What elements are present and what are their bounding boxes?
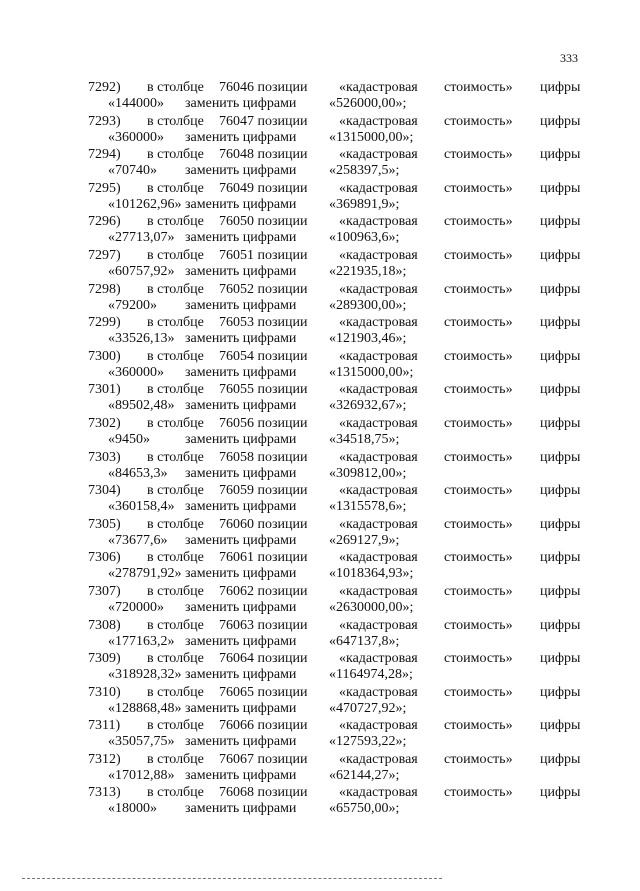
replace-label: заменить цифрами — [185, 196, 297, 212]
digits-label: цифры — [540, 718, 581, 734]
amendment-item — [0, 415, 640, 449]
amendment-item — [0, 146, 640, 180]
digits-label: цифры — [540, 550, 581, 566]
digits-label: цифры — [540, 315, 581, 331]
item-number: 7312) — [88, 751, 121, 767]
replace-label: заменить цифрами — [185, 767, 297, 783]
cadastral-label: «кадастровая — [339, 415, 418, 431]
amendment-line-2 — [0, 431, 640, 448]
amendment-item — [0, 717, 640, 751]
position-ref: 76046 позиции — [219, 80, 308, 95]
amendment-line-2 — [0, 733, 640, 750]
new-value: «1018364,93»; — [329, 566, 414, 582]
amendment-item — [0, 381, 640, 415]
old-value: «73677,6» — [108, 532, 168, 548]
position-ref: 76054 позиции — [219, 348, 308, 364]
cost-label: стоимость» — [444, 180, 513, 196]
item-number: 7300) — [88, 348, 121, 364]
cost-label: стоимость» — [444, 449, 513, 465]
item-number: 7311) — [88, 718, 121, 734]
amendment-line-2 — [0, 666, 640, 683]
new-value: «127593,22»; — [329, 734, 407, 750]
in-column-label: в столбце — [147, 214, 204, 230]
item-number: 7294) — [88, 147, 121, 163]
amendment-line-2 — [0, 397, 640, 414]
new-value: «258397,5»; — [329, 163, 400, 179]
item-number: 7313) — [88, 785, 121, 801]
amendment-item — [0, 449, 640, 483]
new-value: «62144,27»; — [329, 767, 400, 783]
amendment-item — [0, 247, 640, 281]
amendment-line-1 — [0, 617, 640, 634]
amendment-line-1 — [0, 549, 640, 566]
digits-label: цифры — [540, 449, 581, 465]
amendment-line-2 — [0, 229, 640, 246]
in-column-label: в столбце — [147, 684, 204, 700]
old-value: «128868,48» — [108, 700, 182, 716]
amendment-item — [0, 650, 640, 684]
replace-label: заменить цифрами — [185, 297, 297, 313]
cost-label: стоимость» — [444, 247, 513, 263]
replace-label: заменить цифрами — [185, 263, 297, 279]
old-value: «18000» — [108, 801, 157, 817]
amendment-item — [0, 516, 640, 550]
position-ref: 76068 позиции — [219, 785, 308, 801]
cost-label: стоимость» — [444, 516, 513, 532]
item-number: 7296) — [88, 214, 121, 230]
in-column-label: в столбце — [147, 617, 204, 633]
cadastral-label: «кадастровая — [339, 651, 418, 667]
replace-label: заменить цифрами — [185, 566, 297, 582]
amendment-line-2 — [0, 263, 640, 280]
position-ref: 76048 позиции — [219, 147, 308, 163]
new-value: «647137,8»; — [329, 633, 400, 649]
item-number: 7306) — [88, 550, 121, 566]
in-column-label: в столбце — [147, 348, 204, 364]
amendment-line-2 — [0, 297, 640, 314]
position-ref: 76055 позиции — [219, 382, 308, 398]
item-number: 7292) — [88, 80, 121, 95]
amendment-line-1 — [0, 684, 640, 701]
position-ref: 76051 позиции — [219, 247, 308, 263]
amendment-item — [0, 281, 640, 315]
replace-label: заменить цифрами — [185, 129, 297, 145]
digits-label: цифры — [540, 214, 581, 230]
amendment-line-1 — [0, 784, 640, 801]
digits-label: цифры — [540, 651, 581, 667]
amendment-item — [0, 180, 640, 214]
amendment-item — [0, 113, 640, 147]
cadastral-label: «кадастровая — [339, 214, 418, 230]
cadastral-label: «кадастровая — [339, 180, 418, 196]
old-value: «84653,3» — [108, 465, 168, 481]
position-ref: 76060 позиции — [219, 516, 308, 532]
item-number: 7309) — [88, 651, 121, 667]
amendment-line-2 — [0, 95, 640, 112]
amendment-line-1 — [0, 113, 640, 130]
old-value: «17012,88» — [108, 767, 175, 783]
cadastral-label: «кадастровая — [339, 80, 418, 95]
new-value: «1164974,28»; — [329, 667, 413, 683]
cost-label: стоимость» — [444, 348, 513, 364]
cost-label: стоимость» — [444, 80, 513, 95]
digits-label: цифры — [540, 147, 581, 163]
cost-label: стоимость» — [444, 382, 513, 398]
replace-label: заменить цифрами — [185, 431, 297, 447]
digits-label: цифры — [540, 583, 581, 599]
cost-label: стоимость» — [444, 483, 513, 499]
amendment-line-2 — [0, 465, 640, 482]
amendment-line-1 — [0, 482, 640, 499]
old-value: «360000» — [108, 129, 164, 145]
old-value: «177163,2» — [108, 633, 175, 649]
amendment-line-2 — [0, 767, 640, 784]
in-column-label: в столбце — [147, 180, 204, 196]
new-value: «309812,00»; — [329, 465, 407, 481]
in-column-label: в столбце — [147, 550, 204, 566]
cost-label: стоимость» — [444, 281, 513, 297]
item-number: 7303) — [88, 449, 121, 465]
position-ref: 76056 позиции — [219, 415, 308, 431]
old-value: «278791,92» — [108, 566, 182, 582]
old-value: «79200» — [108, 297, 157, 313]
amendment-item — [0, 482, 640, 516]
new-value: «289300,00»; — [329, 297, 407, 313]
position-ref: 76059 позиции — [219, 483, 308, 499]
position-ref: 76064 позиции — [219, 651, 308, 667]
position-ref: 76066 позиции — [219, 718, 308, 734]
amendment-item — [0, 549, 640, 583]
cadastral-label: «кадастровая — [339, 348, 418, 364]
old-value: «360158,4» — [108, 499, 175, 515]
new-value: «269127,9»; — [329, 532, 400, 548]
replace-label: заменить цифрами — [185, 163, 297, 179]
in-column-label: в столбце — [147, 718, 204, 734]
new-value: «121903,46»; — [329, 331, 407, 347]
cost-label: стоимость» — [444, 785, 513, 801]
amendment-line-1 — [0, 281, 640, 298]
digits-label: цифры — [540, 785, 581, 801]
digits-label: цифры — [540, 281, 581, 297]
digits-label: цифры — [540, 617, 581, 633]
amendment-line-1 — [0, 449, 640, 466]
replace-label: заменить цифрами — [185, 230, 297, 246]
digits-label: цифры — [540, 483, 581, 499]
item-number: 7295) — [88, 180, 121, 196]
old-value: «70740» — [108, 163, 157, 179]
replace-label: заменить цифрами — [185, 364, 297, 380]
position-ref: 76049 позиции — [219, 180, 308, 196]
old-value: «360000» — [108, 364, 164, 380]
new-value: «526000,00»; — [329, 96, 407, 111]
amendment-line-2 — [0, 800, 640, 817]
cost-label: стоимость» — [444, 718, 513, 734]
replace-label: заменить цифрами — [185, 633, 297, 649]
new-value: «100963,6»; — [329, 230, 400, 246]
digits-label: цифры — [540, 113, 581, 129]
cost-label: стоимость» — [444, 550, 513, 566]
amendment-line-2 — [0, 129, 640, 146]
digits-label: цифры — [540, 415, 581, 431]
amendment-line-1 — [0, 751, 640, 768]
new-value: «326932,67»; — [329, 398, 407, 414]
amendment-line-1 — [0, 516, 640, 533]
position-ref: 76063 позиции — [219, 617, 308, 633]
position-ref: 76067 позиции — [219, 751, 308, 767]
cost-label: стоимость» — [444, 651, 513, 667]
replace-label: заменить цифрами — [185, 331, 297, 347]
cadastral-label: «кадастровая — [339, 550, 418, 566]
amendment-line-1 — [0, 717, 640, 734]
in-column-label: в столбце — [147, 80, 204, 95]
amendment-item — [0, 684, 640, 718]
amendment-line-2 — [0, 498, 640, 515]
cadastral-label: «кадастровая — [339, 516, 418, 532]
in-column-label: в столбце — [147, 483, 204, 499]
amendment-item — [0, 784, 640, 818]
replace-label: заменить цифрами — [185, 465, 297, 481]
cadastral-label: «кадастровая — [339, 617, 418, 633]
amendment-item — [0, 79, 640, 113]
amendment-line-2 — [0, 330, 640, 347]
amendment-item — [0, 348, 640, 382]
amendment-line-2 — [0, 532, 640, 549]
amendment-line-1 — [0, 415, 640, 432]
digits-label: цифры — [540, 80, 581, 95]
cadastral-label: «кадастровая — [339, 315, 418, 331]
cadastral-label: «кадастровая — [339, 483, 418, 499]
amendment-item — [0, 617, 640, 651]
cadastral-label: «кадастровая — [339, 247, 418, 263]
amendment-item — [0, 751, 640, 785]
cost-label: стоимость» — [444, 415, 513, 431]
cost-label: стоимость» — [444, 617, 513, 633]
replace-label: заменить цифрами — [185, 700, 297, 716]
replace-label: заменить цифрами — [185, 667, 297, 683]
in-column-label: в столбце — [147, 516, 204, 532]
footer-divider — [22, 878, 442, 879]
old-value: «89502,48» — [108, 398, 175, 414]
cadastral-label: «кадастровая — [339, 382, 418, 398]
new-value: «34518,75»; — [329, 431, 400, 447]
digits-label: цифры — [540, 516, 581, 532]
cadastral-label: «кадастровая — [339, 449, 418, 465]
amendment-line-1 — [0, 247, 640, 264]
digits-label: цифры — [540, 751, 581, 767]
in-column-label: в столбце — [147, 751, 204, 767]
new-value: «221935,18»; — [329, 263, 407, 279]
cadastral-label: «кадастровая — [339, 583, 418, 599]
new-value: «470727,92»; — [329, 700, 407, 716]
old-value: «101262,96» — [108, 196, 182, 212]
item-number: 7301) — [88, 382, 121, 398]
amendment-line-2 — [0, 565, 640, 582]
cadastral-label: «кадастровая — [339, 147, 418, 163]
in-column-label: в столбце — [147, 415, 204, 431]
replace-label: заменить цифрами — [185, 801, 297, 817]
item-number: 7297) — [88, 247, 121, 263]
item-number: 7308) — [88, 617, 121, 633]
in-column-label: в столбце — [147, 281, 204, 297]
item-number: 7310) — [88, 684, 121, 700]
amendment-line-2 — [0, 364, 640, 381]
in-column-label: в столбце — [147, 651, 204, 667]
cadastral-label: «кадастровая — [339, 751, 418, 767]
amendment-line-1 — [0, 213, 640, 230]
position-ref: 76047 позиции — [219, 113, 308, 129]
cadastral-label: «кадастровая — [339, 281, 418, 297]
amendment-item — [0, 583, 640, 617]
digits-label: цифры — [540, 247, 581, 263]
new-value: «2630000,00»; — [329, 599, 414, 615]
old-value: «318928,32» — [108, 667, 182, 683]
replace-label: заменить цифрами — [185, 734, 297, 750]
replace-label: заменить цифрами — [185, 96, 297, 111]
cost-label: стоимость» — [444, 147, 513, 163]
amendment-line-1 — [0, 146, 640, 163]
amendment-line-1 — [0, 348, 640, 365]
digits-label: цифры — [540, 684, 581, 700]
cost-label: стоимость» — [444, 583, 513, 599]
in-column-label: в столбце — [147, 315, 204, 331]
old-value: «33526,13» — [108, 331, 175, 347]
amendment-item — [0, 314, 640, 348]
in-column-label: в столбце — [147, 583, 204, 599]
new-value: «369891,9»; — [329, 196, 400, 212]
position-ref: 76058 позиции — [219, 449, 308, 465]
item-number: 7293) — [88, 113, 121, 129]
amendment-line-2 — [0, 599, 640, 616]
item-number: 7307) — [88, 583, 121, 599]
position-ref: 76052 позиции — [219, 281, 308, 297]
in-column-label: в столбце — [147, 382, 204, 398]
item-number: 7302) — [88, 415, 121, 431]
item-number: 7304) — [88, 483, 121, 499]
position-ref: 76062 позиции — [219, 583, 308, 599]
cost-label: стоимость» — [444, 751, 513, 767]
amendment-line-2 — [0, 196, 640, 213]
amendment-line-2 — [0, 633, 640, 650]
position-ref: 76053 позиции — [219, 315, 308, 331]
amendment-line-2 — [0, 162, 640, 179]
cadastral-label: «кадастровая — [339, 684, 418, 700]
in-column-label: в столбце — [147, 147, 204, 163]
cost-label: стоимость» — [444, 315, 513, 331]
amendment-line-1 — [0, 650, 640, 667]
new-value: «1315578,6»; — [329, 499, 407, 515]
amendment-line-1 — [0, 314, 640, 331]
amendment-line-1 — [0, 381, 640, 398]
amendment-line-1 — [0, 180, 640, 197]
new-value: «1315000,00»; — [329, 364, 414, 380]
new-value: «65750,00»; — [329, 801, 400, 817]
digits-label: цифры — [540, 180, 581, 196]
replace-label: заменить цифрами — [185, 599, 297, 615]
in-column-label: в столбце — [147, 113, 204, 129]
position-ref: 76065 позиции — [219, 684, 308, 700]
position-ref: 76061 позиции — [219, 550, 308, 566]
old-value: «27713,07» — [108, 230, 175, 246]
in-column-label: в столбце — [147, 449, 204, 465]
item-number: 7299) — [88, 315, 121, 331]
item-number: 7305) — [88, 516, 121, 532]
cost-label: стоимость» — [444, 684, 513, 700]
replace-label: заменить цифрами — [185, 499, 297, 515]
amendment-list — [0, 79, 640, 818]
in-column-label: в столбце — [147, 247, 204, 263]
cost-label: стоимость» — [444, 113, 513, 129]
in-column-label: в столбце — [147, 785, 204, 801]
cadastral-label: «кадастровая — [339, 785, 418, 801]
new-value: «1315000,00»; — [329, 129, 414, 145]
page-number: 333 — [560, 51, 578, 65]
old-value: «144000» — [108, 96, 164, 111]
amendment-item — [0, 213, 640, 247]
old-value: «9450» — [108, 431, 150, 447]
digits-label: цифры — [540, 382, 581, 398]
replace-label: заменить цифрами — [185, 398, 297, 414]
old-value: «720000» — [108, 599, 164, 615]
amendment-line-1 — [0, 79, 640, 96]
old-value: «35057,75» — [108, 734, 175, 750]
cadastral-label: «кадастровая — [339, 718, 418, 734]
position-ref: 76050 позиции — [219, 214, 308, 230]
digits-label: цифры — [540, 348, 581, 364]
cost-label: стоимость» — [444, 214, 513, 230]
item-number: 7298) — [88, 281, 121, 297]
replace-label: заменить цифрами — [185, 532, 297, 548]
cadastral-label: «кадастровая — [339, 113, 418, 129]
amendment-line-1 — [0, 583, 640, 600]
amendment-line-2 — [0, 700, 640, 717]
old-value: «60757,92» — [108, 263, 175, 279]
